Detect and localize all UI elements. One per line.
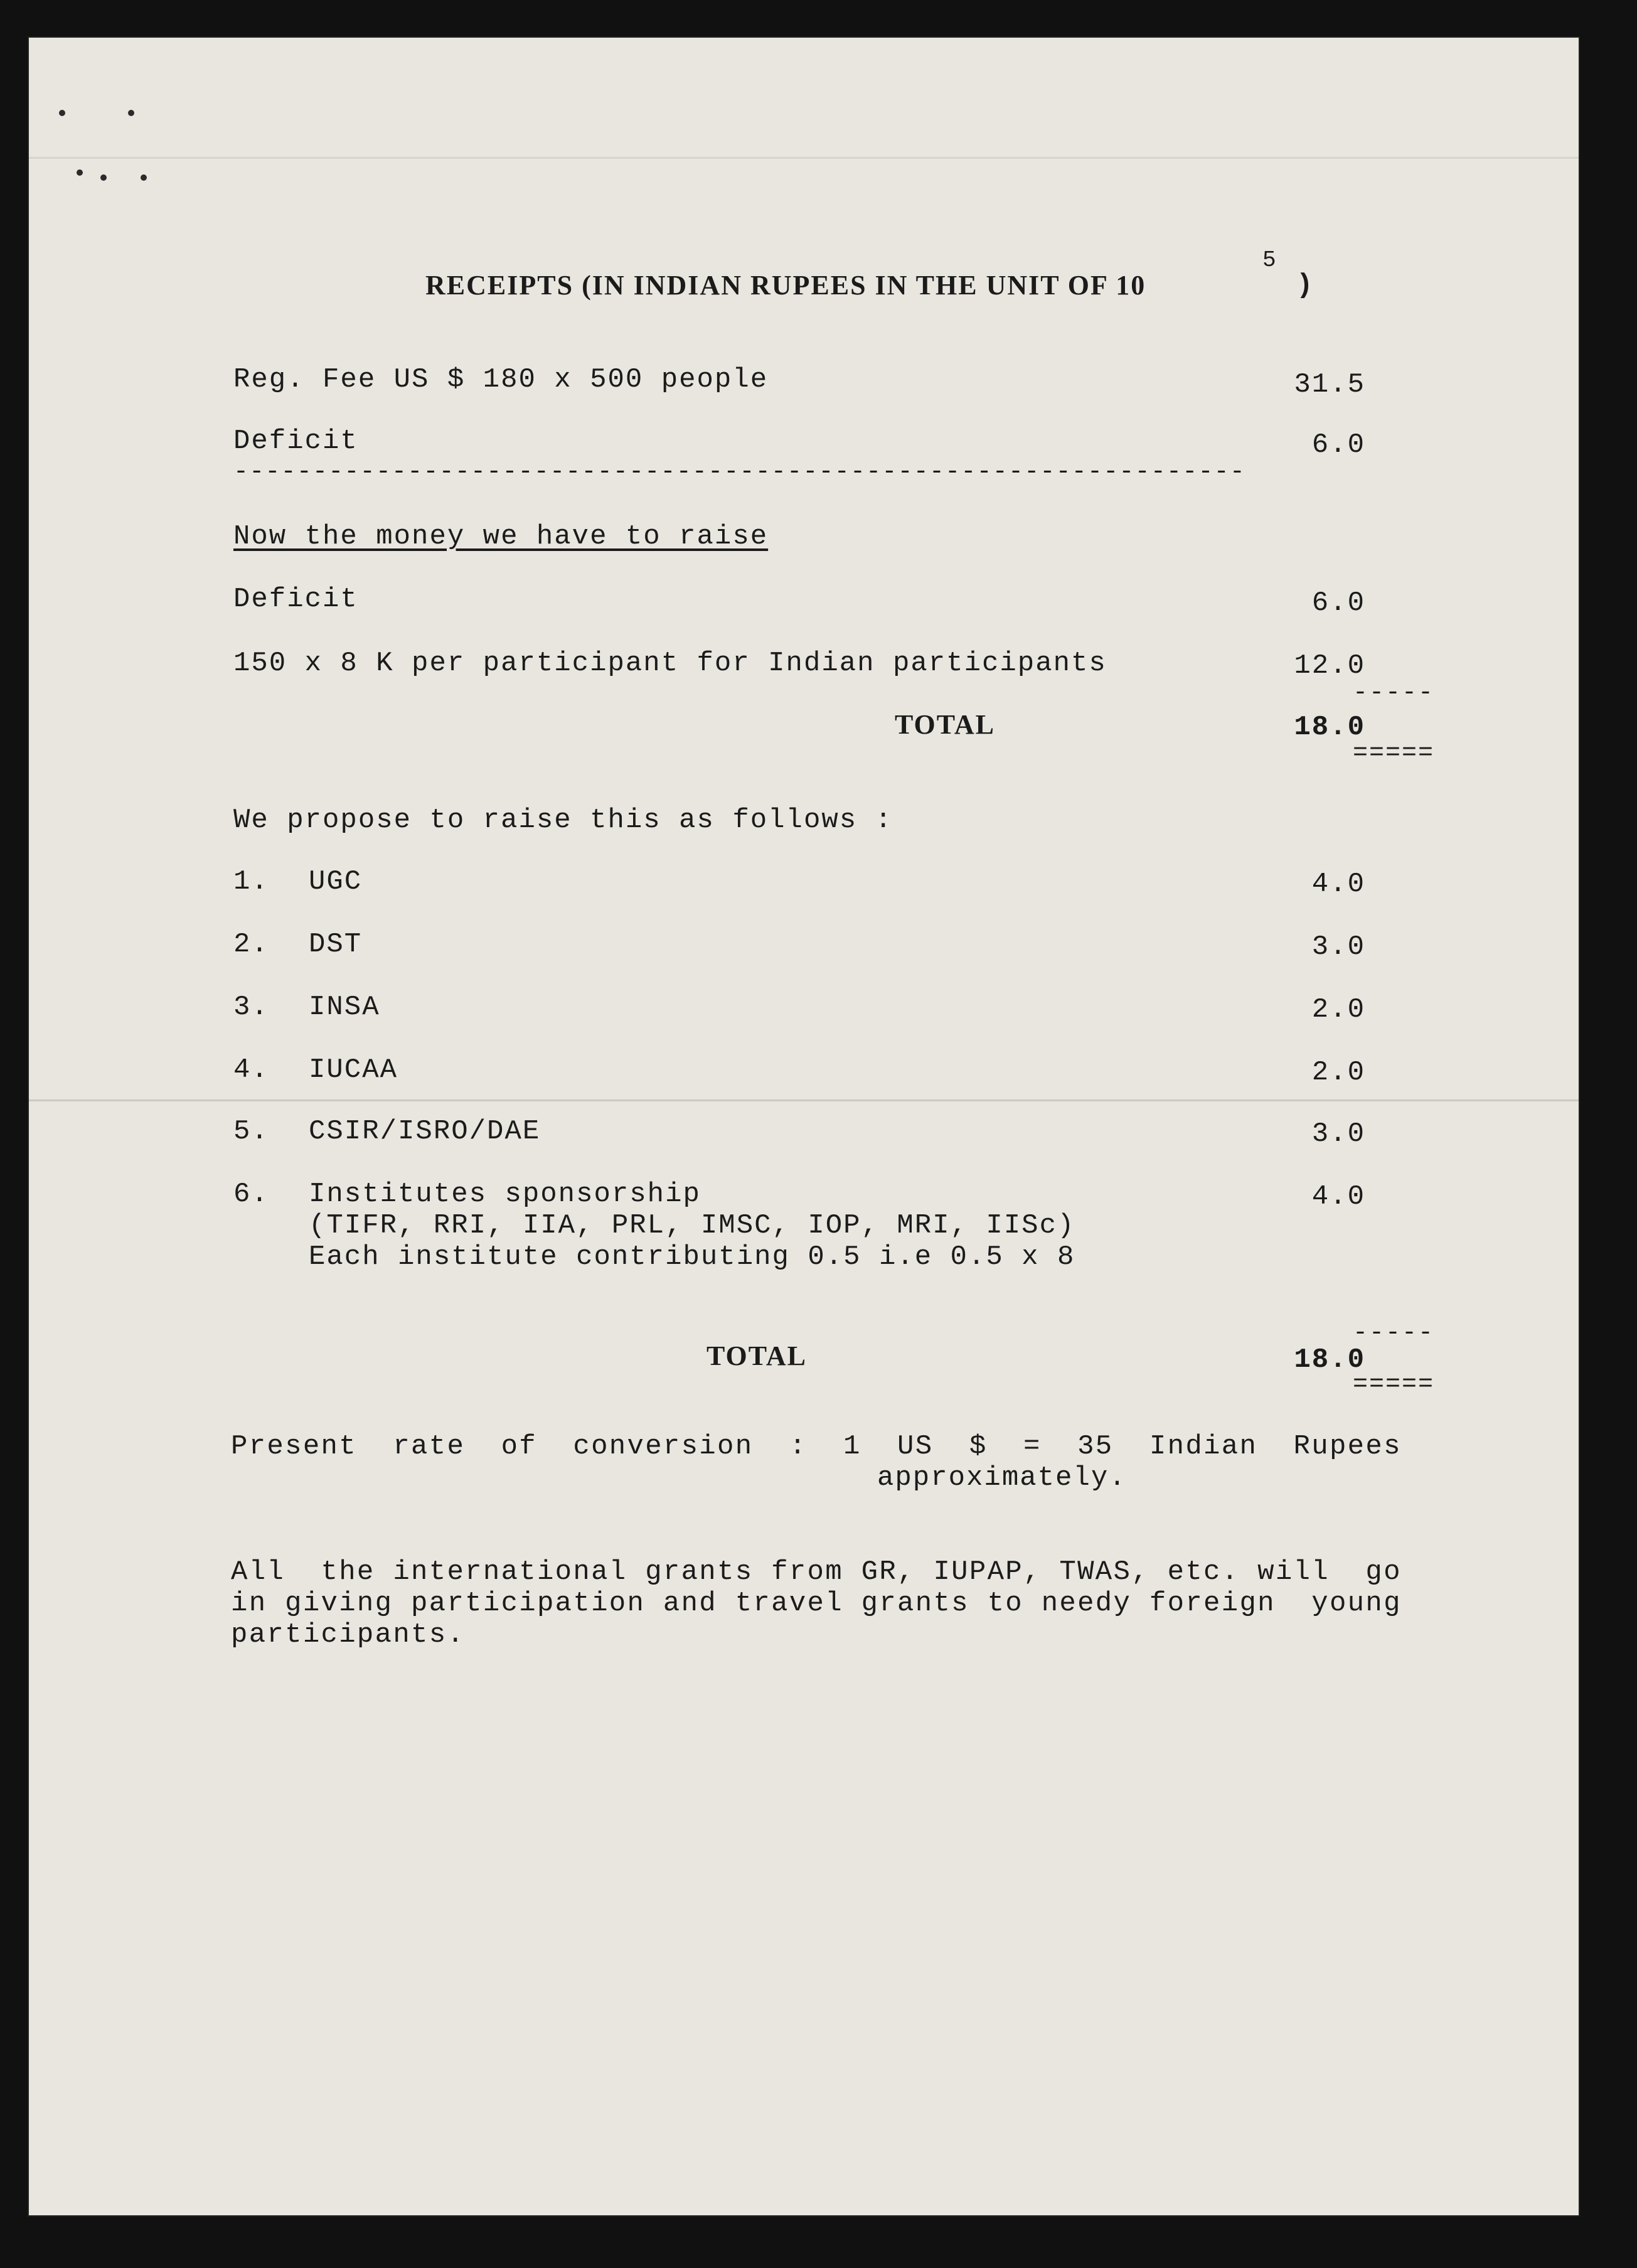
document-page bbox=[29, 38, 1579, 2215]
double-rule: ===== bbox=[1353, 739, 1435, 768]
raise-item-amount: 12.0 bbox=[1294, 650, 1365, 682]
receipt-label: Reg. Fee US $ 180 x 500 people bbox=[233, 364, 769, 395]
grants-text: participants. bbox=[231, 1619, 466, 1650]
sponsorship-detail: Each institute contributing 0.5 i.e 0.5 x 8 bbox=[309, 1241, 1075, 1273]
conversion-text: Present rate of conversion : 1 US $ = 35 Indian Rupees bbox=[231, 1431, 1402, 1462]
source-amount: 4.0 bbox=[1311, 869, 1365, 900]
source-amount: 2.0 bbox=[1311, 994, 1365, 1025]
source-amount: 4.0 bbox=[1311, 1181, 1365, 1212]
source-number: 4. bbox=[233, 1054, 269, 1086]
heading-exponent: 5 bbox=[1262, 247, 1277, 273]
grants-text: All the international grants from GR, IUPAP, TWAS, etc. will go bbox=[231, 1556, 1402, 1588]
punch-mark bbox=[141, 174, 147, 181]
fold-crease-top bbox=[29, 157, 1579, 159]
receipt-label: Deficit bbox=[233, 425, 358, 457]
conversion-text: approximately. bbox=[877, 1462, 1127, 1494]
sponsorship-detail: (TIFR, RRI, IIA, PRL, IMSC, IOP, MRI, IISc) bbox=[309, 1210, 1075, 1241]
source-amount: 3.0 bbox=[1311, 931, 1365, 963]
receipt-amount: 31.5 bbox=[1294, 369, 1365, 400]
source-name: CSIR/ISRO/DAE bbox=[309, 1116, 541, 1147]
source-number: 1. bbox=[233, 866, 269, 897]
punch-mark bbox=[77, 169, 83, 176]
source-number: 3. bbox=[233, 992, 269, 1023]
source-amount: 3.0 bbox=[1311, 1118, 1365, 1150]
source-number: 6. bbox=[233, 1179, 269, 1210]
source-number: 5. bbox=[233, 1116, 269, 1147]
punch-mark bbox=[128, 110, 134, 116]
heading-close-paren: ) bbox=[1296, 270, 1314, 301]
total-amount: 18.0 bbox=[1294, 712, 1365, 743]
fold-crease bbox=[29, 1099, 1579, 1101]
source-name: Institutes sponsorship bbox=[309, 1179, 701, 1210]
sum-rule: ----- bbox=[1353, 1319, 1435, 1347]
raise-item-label: 150 x 8 K per participant for Indian participants bbox=[233, 648, 1107, 679]
raise-item-amount: 6.0 bbox=[1311, 587, 1365, 619]
punch-mark bbox=[100, 174, 107, 181]
section-heading: Now the money we have to raise bbox=[233, 521, 769, 552]
source-name: IUCAA bbox=[309, 1054, 398, 1086]
sum-rule: ----- bbox=[1353, 679, 1435, 707]
total-label: TOTAL bbox=[895, 709, 995, 740]
source-name: UGC bbox=[309, 866, 363, 897]
total-amount: 18.0 bbox=[1294, 1344, 1365, 1376]
propose-text: We propose to raise this as follows : bbox=[233, 805, 893, 836]
dashed-rule: ---------------------------------------------------------------- bbox=[233, 458, 1246, 486]
page-heading: RECEIPTS (IN INDIAN RUPEES IN THE UNIT OF 10 bbox=[425, 270, 1146, 301]
total-label: TOTAL bbox=[707, 1340, 807, 1371]
raise-item-label: Deficit bbox=[233, 584, 358, 615]
source-number: 2. bbox=[233, 929, 269, 960]
punch-mark bbox=[59, 110, 65, 116]
receipt-amount: 6.0 bbox=[1311, 429, 1365, 461]
double-rule: ===== bbox=[1353, 1371, 1435, 1399]
source-name: DST bbox=[309, 929, 363, 960]
grants-text: in giving participation and travel grants to needy foreign young bbox=[231, 1588, 1402, 1619]
source-name: INSA bbox=[309, 992, 380, 1023]
source-amount: 2.0 bbox=[1311, 1057, 1365, 1088]
